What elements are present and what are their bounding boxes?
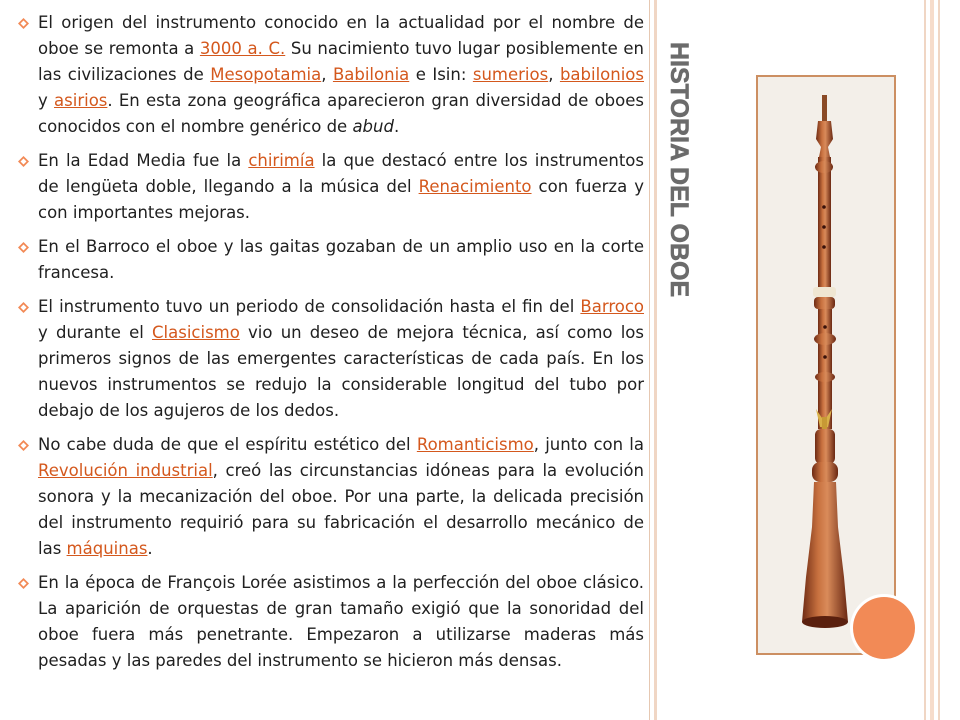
bullet-item xyxy=(18,10,644,140)
slide-title xyxy=(657,40,729,340)
bullet-text: , junto con la xyxy=(533,435,644,454)
bullet-item xyxy=(18,234,644,286)
hyperlink[interactable]: sumerios xyxy=(472,65,549,84)
bullet-text: Su nacimiento tuvo lugar posiblemente en las civilizaciones de xyxy=(38,39,644,84)
bullet-text: y durante el xyxy=(38,323,153,342)
bullet-text: , creó las circunstancias idóneas para la evolución sonora y la mecanización del oboe. Por una parte, la delicada precisión del instrumento requirió para su fabricación el desarrollo mecánico de las xyxy=(38,461,644,558)
orange-diamond-bullet-icon xyxy=(18,578,29,589)
divider-line xyxy=(924,0,926,720)
bullet-text: vio un deseo de mejora técnica, así como los primeros signos de las emergentes características de cada país. En los nuevos instrumentos se redujo la considerable longitud del tubo por debajo de los agujeros de los dedos. xyxy=(38,323,644,420)
hyperlink[interactable]: Romanticismo xyxy=(416,435,534,454)
hyperlink[interactable]: babilonios xyxy=(559,65,644,84)
bullet-text: En la Edad Media fue la xyxy=(38,151,249,170)
hyperlink[interactable]: Renacimiento xyxy=(418,177,532,196)
hyperlink[interactable]: Clasicismo xyxy=(152,323,240,342)
bullet-item xyxy=(18,570,644,674)
hyperlink[interactable]: Mesopotamia xyxy=(210,65,322,84)
orange-diamond-bullet-icon xyxy=(18,156,29,167)
bullet-text: En el Barroco el oboe y las gaitas gozaban de un amplio uso en la corte francesa. xyxy=(38,237,644,282)
bullet-text: , xyxy=(548,65,560,84)
emphasis-text: abud xyxy=(352,117,394,136)
bullet-text: . En esta zona geográfica aparecieron gran diversidad de oboes conocidos con el nombre genérico de xyxy=(38,91,645,136)
orange-diamond-bullet-icon xyxy=(18,302,29,313)
bullet-item xyxy=(18,432,644,562)
slide-title-text: HISTORIA DEL OBOE xyxy=(665,42,693,298)
bullet-text: la que destacó entre los instrumentos de lengüeta doble, llegando a la música del xyxy=(38,151,644,196)
hyperlink[interactable]: asirios xyxy=(54,91,108,110)
divider-line xyxy=(649,0,650,720)
divider-line xyxy=(930,0,934,720)
hyperlink[interactable]: Babilonia xyxy=(332,65,410,84)
bullet-text: con fuerza y con importantes mejoras. xyxy=(38,177,644,222)
orange-diamond-bullet-icon xyxy=(18,18,29,29)
bullet-text: e Isin: xyxy=(409,65,473,84)
bullet-item xyxy=(18,294,644,424)
hyperlink[interactable]: Revolución industrial xyxy=(38,461,213,480)
bullet-text: El origen del instrumento conocido en la actualidad por el nombre de oboe se remonta a xyxy=(38,13,644,58)
bullet-item xyxy=(18,148,644,226)
hyperlink[interactable]: 3000 a. C. xyxy=(199,39,286,58)
hyperlink[interactable]: chirimía xyxy=(248,151,315,170)
bullet-text: No cabe duda de que el espíritu estético del xyxy=(38,435,417,454)
orange-diamond-bullet-icon xyxy=(18,242,29,253)
bullet-text: . xyxy=(147,539,153,558)
decorative-circle xyxy=(853,597,915,659)
hyperlink[interactable]: Barroco xyxy=(580,297,644,316)
orange-diamond-bullet-icon xyxy=(18,440,29,451)
hyperlink[interactable]: máquinas xyxy=(66,539,148,558)
bullet-text: y xyxy=(38,91,55,110)
bullet-list xyxy=(18,10,644,682)
bullet-text: El instrumento tuvo un periodo de consolidación hasta el fin del xyxy=(38,297,581,316)
divider-line xyxy=(938,0,940,720)
bullet-text: , xyxy=(321,65,333,84)
oboe-photo xyxy=(756,75,896,655)
bullet-text: En la época de François Lorée asistimos a la perfección del oboe clásico. La aparición de orquestas de gran tamaño exigió que la sonoridad del oboe fuera más penetrante. Empezaron a utilizarse maderas más pesadas y las paredes del instrumento se hicieron más densas. xyxy=(38,573,644,670)
oboe-icon xyxy=(758,77,894,653)
bullet-text: . xyxy=(393,117,400,136)
